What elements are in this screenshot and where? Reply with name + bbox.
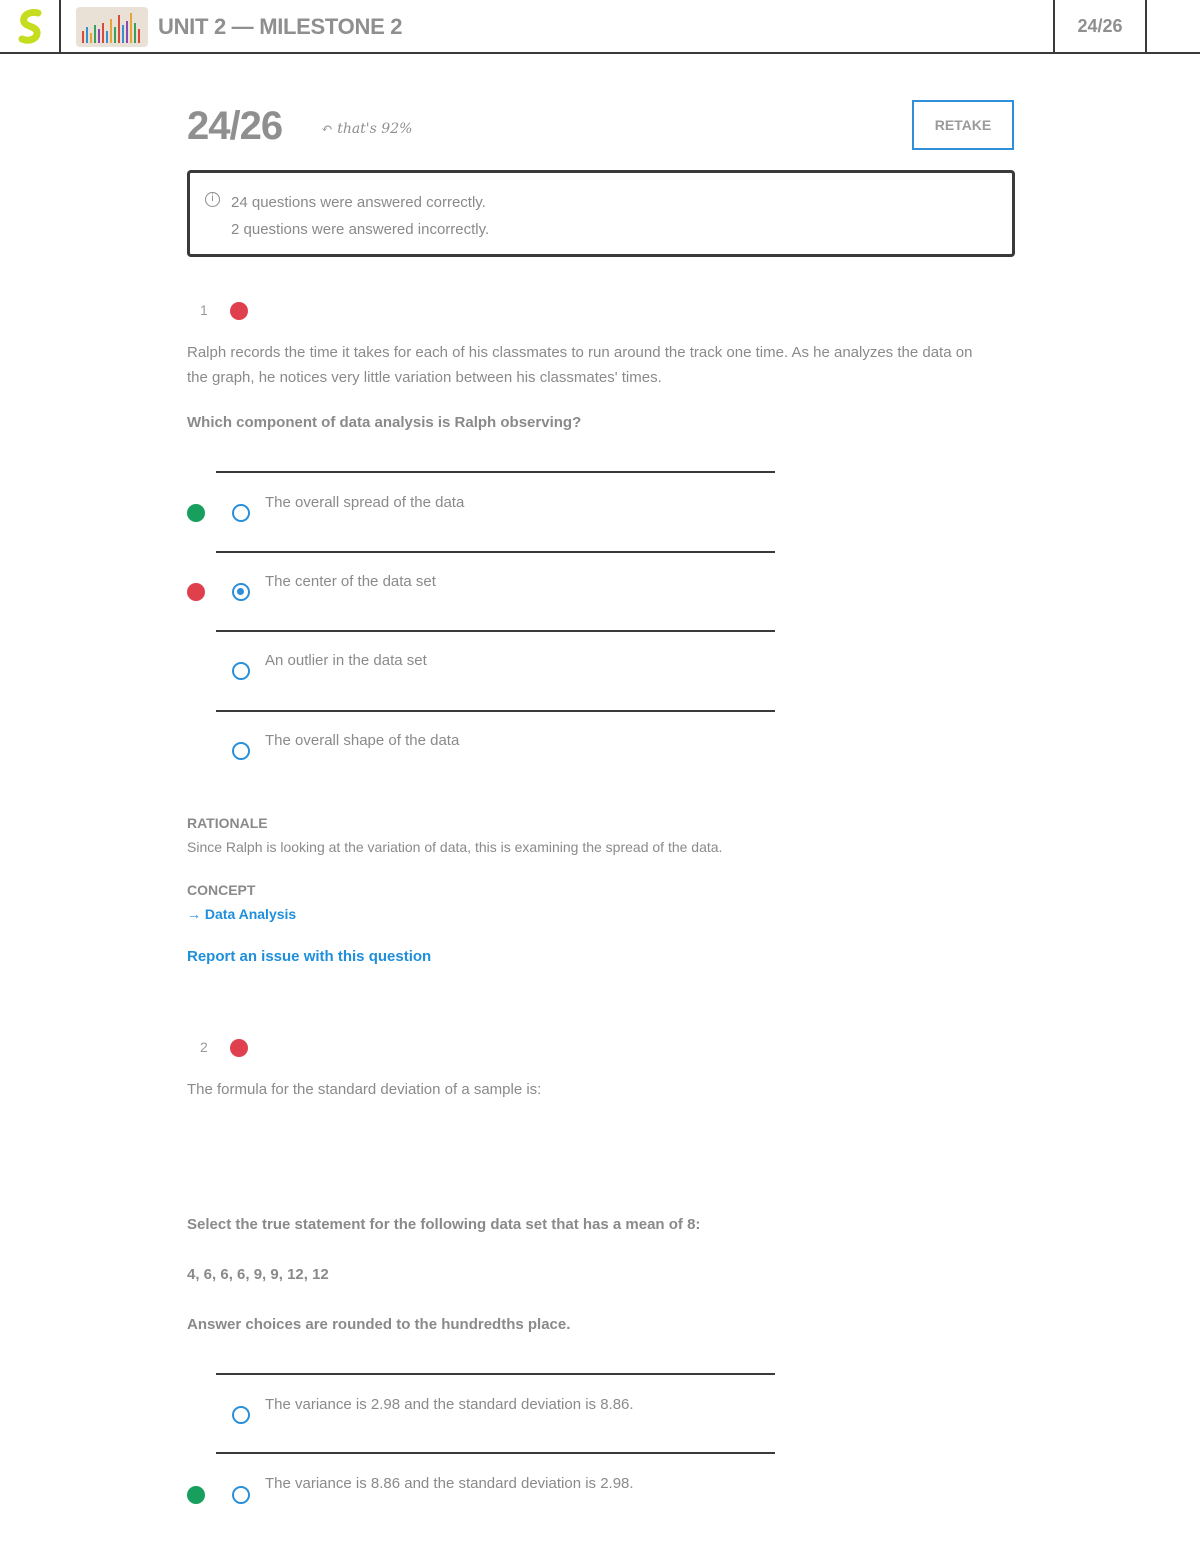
choice-divider [216, 1452, 775, 1454]
choice-divider [216, 471, 775, 473]
question-instruction: Select the true statement for the following data set that has a mean of 8: [187, 1216, 701, 1233]
question-number: 2 [200, 1039, 208, 1055]
logo-cell[interactable] [0, 0, 61, 52]
score-display: 24/26 [187, 104, 283, 148]
concept-heading: CONCEPT [187, 882, 256, 898]
info-icon: i [205, 192, 220, 207]
concept-link[interactable]: → Data Analysis [187, 906, 297, 922]
answer-label[interactable]: The overall shape of the data [265, 732, 460, 749]
answer-radio[interactable] [232, 742, 250, 760]
answer-label[interactable]: An outlier in the data set [265, 652, 427, 669]
answer-radio[interactable] [232, 1406, 250, 1424]
retake-button[interactable]: RETAKE [912, 100, 1014, 150]
sophia-logo-icon [16, 9, 46, 45]
rationale-heading: RATIONALE [187, 815, 268, 831]
percent-note-text: that's 92% [337, 121, 413, 137]
unit-thumbnail [76, 7, 148, 47]
top-bar [0, 0, 1200, 54]
question-dataset: 4, 6, 6, 6, 9, 9, 12, 12 [187, 1266, 329, 1283]
question-prompt: Ralph records the time it takes for each of his classmates to run around the track one time. As he analyzes the data on the graph, he notices very little variation between his classmates' times. [187, 344, 973, 386]
answer-radio[interactable] [232, 1486, 250, 1504]
incorrect-status-dot [230, 302, 248, 320]
question-number: 1 [200, 302, 208, 318]
choice-divider [216, 630, 775, 632]
answer-label[interactable]: The center of the data set [265, 573, 436, 590]
results-summary [187, 170, 1015, 257]
incorrect-status-dot [230, 1039, 248, 1057]
incorrect-answer-dot [187, 583, 205, 601]
choice-divider [216, 551, 775, 553]
rationale-text: Since Ralph is looking at the variation of data, this is examining the spread of the data. [187, 839, 723, 855]
report-issue-link[interactable]: Report an issue with this question [187, 948, 432, 965]
answer-label[interactable]: The variance is 8.86 and the standard deviation is 2.98. [265, 1475, 634, 1492]
unit-title: UNIT 2 — MILESTONE 2 [158, 14, 403, 39]
choice-divider [216, 710, 775, 712]
correct-count-text: 24 questions were answered correctly. [231, 194, 486, 211]
question-intro: The formula for the standard deviation of a sample is: [187, 1081, 542, 1098]
question-text: Which component of data analysis is Ralph observing? [187, 414, 582, 431]
correct-answer-dot [187, 504, 205, 522]
curved-arrow-icon: ↶ [321, 121, 333, 137]
answer-label[interactable]: The overall spread of the data [265, 494, 465, 511]
incorrect-count-text: 2 questions were answered incorrectly. [231, 221, 490, 238]
answer-radio[interactable] [232, 504, 250, 522]
answer-radio[interactable] [232, 662, 250, 680]
percent-note [321, 121, 412, 137]
header-score: 24/26 [1053, 0, 1147, 52]
question-note: Answer choices are rounded to the hundredths place. [187, 1316, 571, 1333]
answer-radio-selected[interactable] [232, 583, 250, 601]
answer-label[interactable]: The variance is 2.98 and the standard deviation is 8.86. [265, 1396, 634, 1413]
choice-divider [216, 1373, 775, 1375]
correct-answer-dot [187, 1486, 205, 1504]
